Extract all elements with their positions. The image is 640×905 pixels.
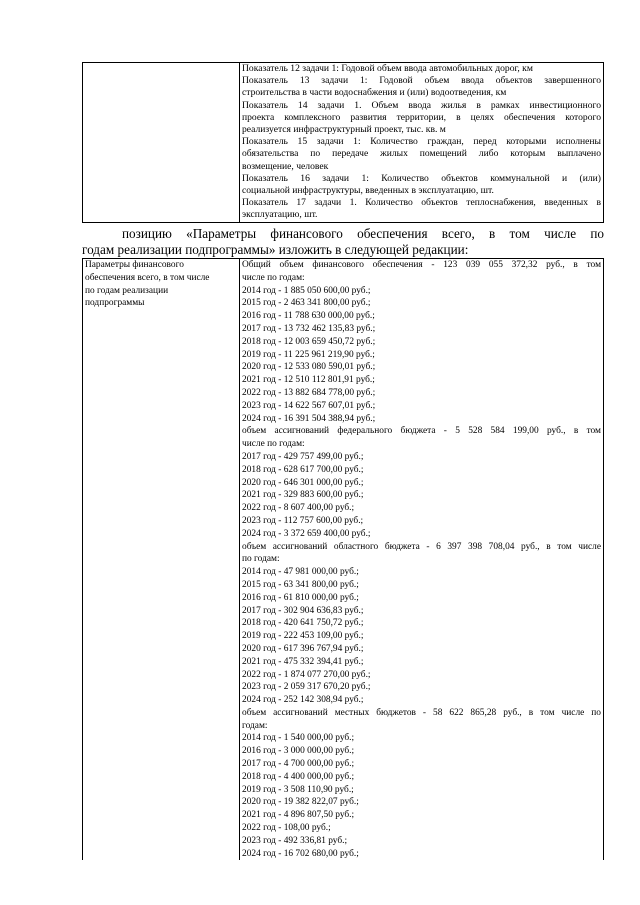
financing-line: 2018 год - 420 641 750,72 руб.;	[242, 618, 364, 629]
financing-line: 2019 год - 222 453 109,00 руб.;	[242, 631, 364, 642]
financing-line: 2019 год - 11 225 961 219,90 руб.;	[242, 349, 375, 360]
financing-line: по годам:	[242, 554, 280, 565]
financing-line: 2014 год - 47 981 000,00 руб.;	[242, 567, 359, 578]
financing-line: 2023 год - 492 336,81 руб.;	[242, 835, 348, 846]
indicator-line: Показатель 15 задачи 1: Количество граждан, перед которыми исполнены	[242, 136, 601, 148]
indicator-line: эксплуатацию, шт.	[242, 209, 318, 221]
financing-line: 2016 год - 3 000 000,00 руб.;	[242, 746, 355, 757]
financing-line: 2017 год - 429 757 499,00 руб.;	[242, 451, 364, 462]
financing-line: 2019 год - 3 508 110,90 руб.;	[242, 784, 354, 795]
financing-line: 2023 год - 112 757 600,00 руб.;	[242, 515, 364, 526]
indicator-line: Показатель 12 задачи 1: Годовой объем ввода автомобильных дорог, км	[242, 63, 533, 74]
indicators-row	[83, 63, 604, 223]
financing-label-line: обеспечения всего, в том числе	[85, 272, 210, 283]
financing-line: 2020 год - 19 382 822,07 руб.;	[242, 797, 359, 808]
indicator-line: социальной инфраструктуры, введенных в эксплуатацию, шт.	[242, 185, 494, 197]
indicators-table	[82, 62, 604, 223]
financing-line: 2023 год - 14 622 567 607,01 руб.;	[242, 400, 376, 411]
financing-line: 2018 год - 4 400 000,00 руб.;	[242, 771, 355, 782]
financing-line: 2015 год - 63 341 800,00 руб.;	[242, 579, 359, 590]
financing-left-cell	[83, 259, 240, 861]
indicator-line: строительства в части водоснабжения и (или) водоотведения, км	[242, 87, 507, 99]
indicator-line: возмещение, человек	[242, 160, 329, 172]
financing-lines	[242, 259, 601, 860]
financing-line: 2024 год - 16 702 680,00 руб.;	[242, 848, 359, 859]
amendment-paragraph	[82, 226, 604, 258]
financing-row	[83, 259, 604, 861]
indicator-line: реализуется инфраструктурный проект, тыс. кв. м	[242, 124, 446, 136]
indicator-line: Показатель 17 задачи 1. Количество объектов теплоснабжения, введенных в	[242, 197, 601, 209]
financing-line: 2016 год - 11 788 630 000,00 руб.;	[242, 311, 375, 322]
financing-line: объем ассигнований федерального бюджета - 5 528 584 199,00 руб., в том	[242, 426, 601, 437]
financing-table	[82, 258, 604, 860]
financing-line: 2023 год - 2 059 317 670,20 руб.;	[242, 682, 371, 693]
indicator-line: Показатель 13 задачи 1: Годовой объем ввода объектов завершенного	[242, 75, 601, 87]
paragraph-line-1: позицию «Параметры финансового обеспечения всего, в том числе по	[122, 226, 604, 241]
indicators-lines	[242, 63, 601, 222]
financing-line: 2021 год - 12 510 112 801,91 руб.;	[242, 375, 375, 386]
financing-line: 2017 год - 13 732 462 135,83 руб.;	[242, 323, 376, 334]
financing-line: 2022 год - 13 882 684 778,00 руб.;	[242, 387, 376, 398]
financing-line: 2014 год - 1 540 000,00 руб.;	[242, 733, 355, 744]
financing-line: 2014 год - 1 885 050 600,00 руб.;	[242, 285, 371, 296]
financing-label-line: Параметры финансового	[85, 260, 184, 270]
financing-line: 2015 год - 2 463 341 800,00 руб.;	[242, 298, 371, 309]
financing-line: 2024 год - 16 391 504 388,94 руб.;	[242, 413, 376, 424]
financing-line: годам:	[242, 720, 268, 731]
financing-line: 2024 год - 252 142 308,94 руб.;	[242, 695, 364, 706]
financing-right-cell	[240, 259, 604, 861]
indicator-line: Показатель 14 задачи 1. Объем ввода жилья в рамках инвестиционного	[242, 99, 601, 111]
financing-line: 2024 год - 3 372 659 400,00 руб.;	[242, 528, 371, 539]
indicators-right-cell	[240, 63, 604, 223]
financing-line: объем ассигнований областного бюджета - 6 397 398 708,04 руб., в том числе	[242, 541, 601, 552]
financing-line: 2020 год - 617 396 767,94 руб.;	[242, 643, 364, 654]
financing-line: 2020 год - 12 533 080 590,01 руб.;	[242, 362, 376, 373]
indicator-line: обязательства по передаче жилых помещений либо которым выплачено	[242, 148, 601, 160]
paragraph-line-2: годам реализации подпрограммы» изложить в следующей редакции:	[82, 242, 469, 257]
financing-line: 2017 год - 4 700 000,00 руб.;	[242, 759, 355, 770]
financing-line: объем ассигнований местных бюджетов - 58 622 865,28 руб., в том числе по	[242, 707, 601, 718]
financing-line: числе по годам:	[242, 439, 305, 450]
financing-line: 2021 год - 4 896 807,50 руб.;	[242, 810, 355, 821]
financing-label-line: подпрограммы	[85, 298, 145, 309]
financing-line: 2018 год - 12 003 659 450,72 руб.;	[242, 336, 376, 347]
financing-line: 2021 год - 329 883 600,00 руб.;	[242, 490, 364, 501]
indicator-line: Показатель 16 задачи 1: Количество объектов коммунальной и (или)	[242, 172, 601, 184]
financing-line: числе по годам:	[242, 272, 305, 283]
financing-line: 2020 год - 646 301 000,00 руб.;	[242, 477, 364, 488]
financing-line: 2021 год - 475 332 394,41 руб.;	[242, 656, 364, 667]
financing-line: 2022 год - 8 607 400,00 руб.;	[242, 503, 355, 514]
financing-line: Общий объем финансового обеспечения - 123 039 055 372,32 руб., в том	[242, 260, 601, 270]
financing-label-line: по годам реализации	[85, 285, 169, 296]
financing-label	[85, 259, 237, 310]
indicators-left-cell	[83, 63, 240, 223]
financing-line: 2017 год - 302 904 636,83 руб.;	[242, 605, 364, 616]
financing-line: 2022 год - 108,00 руб.;	[242, 823, 331, 834]
indicator-line: проекта комплексного развития территории, в целях обеспечения которого	[242, 111, 601, 123]
financing-line: 2016 год - 61 810 000,00 руб.;	[242, 592, 359, 603]
financing-line: 2018 год - 628 617 700,00 руб.;	[242, 464, 364, 475]
financing-line: 2022 год - 1 874 077 270,00 руб.;	[242, 669, 371, 680]
